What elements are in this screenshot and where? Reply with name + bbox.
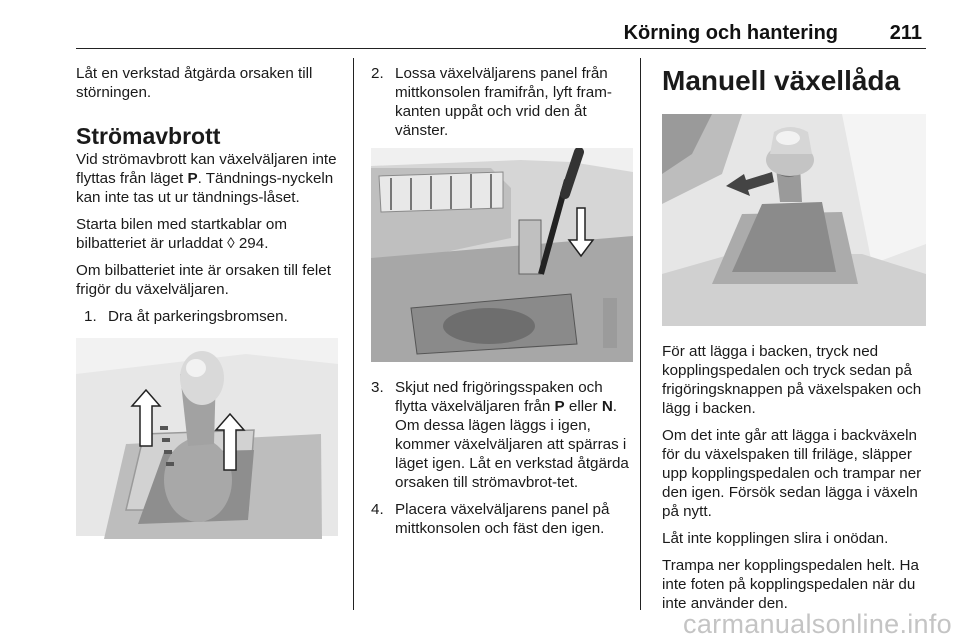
reverse-gear-retry-paragraph: Om det inte går att lägga i backväxeln för du växelspaken till friläge, släpper upp kopplingspedalen och trampar ner den igen. Försök sedan lägga i växeln på nytt. bbox=[662, 427, 922, 520]
step-number: 3. bbox=[371, 379, 384, 396]
clutch-slip-paragraph: Låt inte kopplingen slira i onödan. bbox=[662, 530, 889, 547]
gear-n-label: N bbox=[601, 398, 613, 415]
intro-paragraph: Låt en verkstad åtgärda orsaken till störningen. bbox=[76, 65, 313, 101]
text-run: Vid strömavbrott kan växelväljaren inte flyttas från läget bbox=[76, 151, 337, 187]
watermark: carmanualsonline.info bbox=[683, 609, 952, 639]
step-number: 2. bbox=[371, 65, 384, 82]
page-header-title: Körning och hantering bbox=[623, 22, 838, 44]
clutch-pedal-paragraph: Trampa ner kopplingspedalen helt. Ha inte foten på kopplingspedalen när du inte använder den. bbox=[662, 557, 919, 612]
page-number: 211 bbox=[889, 22, 922, 44]
text-run: . Tändnings-nyckeln kan inte tas ut ur tändnings-låset. bbox=[76, 170, 334, 206]
step-3 bbox=[371, 378, 633, 492]
text-run: Starta bilen med startkablar om bilbatteriet är urladdat bbox=[76, 216, 288, 252]
column-divider-1 bbox=[353, 58, 354, 610]
column-middle bbox=[371, 64, 633, 546]
release-selector-paragraph: Om bilbatteriet inte är orsaken till felet frigör du växelväljaren. bbox=[76, 262, 331, 298]
automatic-gear-selector-illustration bbox=[76, 334, 338, 546]
step-1 bbox=[76, 307, 344, 326]
step-number: 4. bbox=[371, 501, 384, 518]
page-reference-link[interactable]: ◊ 294. bbox=[227, 235, 269, 252]
gear-p-label: P bbox=[554, 398, 565, 415]
text-run: . Om dessa lägen läggs i igen, kommer växelväljaren att spärras i läget igen. Låt en verkstad åtgärda orsaken till strömavbrot-tet. bbox=[395, 398, 629, 491]
manual-gear-lever-illustration bbox=[662, 114, 926, 326]
text-run: eller bbox=[564, 398, 602, 415]
power-failure-paragraph bbox=[76, 150, 344, 207]
text-run: Skjut ned frigöringsspaken och flytta växelväljaren från bbox=[395, 379, 603, 415]
jump-start-paragraph bbox=[76, 215, 344, 253]
step-4 bbox=[371, 500, 633, 538]
step-number: 1. bbox=[84, 308, 97, 325]
step-text: Placera växelväljarens panel på mittkonsolen och fäst den igen. bbox=[395, 501, 610, 537]
gear-p-label: P bbox=[187, 170, 198, 187]
section-heading-stromavbrott: Strömavbrott bbox=[76, 123, 221, 149]
reverse-gear-paragraph: För att lägga i backen, tryck ned kopplingspedalen och tryck sedan på frigöringsknappen på växelspaken och lägg i backen. bbox=[662, 343, 922, 417]
column-right bbox=[662, 64, 928, 621]
column-left bbox=[76, 64, 344, 546]
column-divider-2 bbox=[640, 58, 641, 610]
step-text: Dra åt parkeringsbromsen. bbox=[108, 308, 288, 325]
header-rule bbox=[76, 48, 926, 49]
step-text bbox=[395, 378, 633, 492]
panel-removal-illustration bbox=[371, 148, 633, 362]
step-2 bbox=[371, 64, 633, 140]
step-text: Lossa växelväljarens panel från mittkonsolen framifrån, lyft fram-kanten uppåt och vrid den åt vänster. bbox=[395, 65, 612, 139]
section-heading-manuell-vaxellada: Manuell växellåda bbox=[662, 65, 901, 96]
